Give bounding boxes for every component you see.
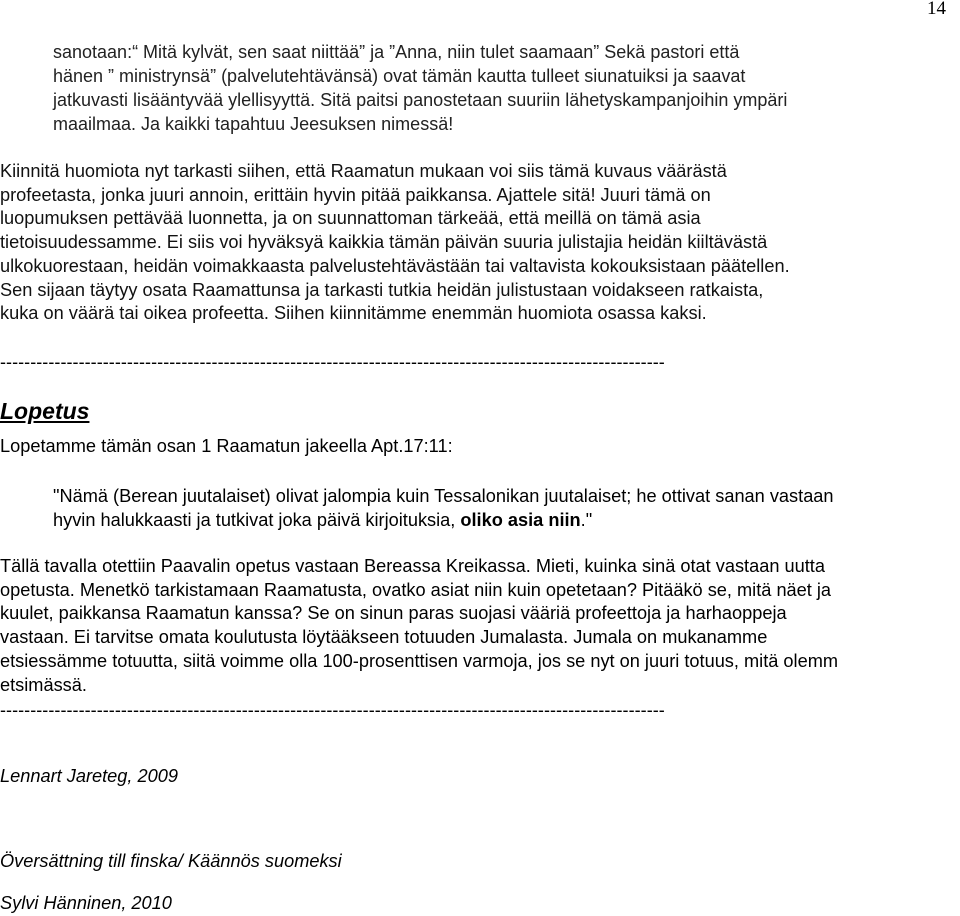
body-paragraph — [0, 160, 960, 326]
text-line: opetusta. Menetkö tarkistamaan Raamatusta, ovatko asiat niin kuin opetetaan? Pitääkö se, mitä näet ja — [0, 579, 832, 600]
text-line: sanotaan:“ Mitä kylvät, sen saat niittää” ja ”Anna, niin tulet saamaan” Sekä pastori että — [53, 42, 740, 62]
text-line: ulkokuorestaan, heidän voimakkaasta palvelustehtävästään tai valtavista kokouksistaan päätellen. — [0, 255, 790, 276]
closing-intro: Lopetamme tämän osan 1 Raamatun jakeella Apt.17:11: — [0, 436, 453, 456]
closing-paragraph — [0, 555, 960, 697]
text-line: profeetasta, jonka juuri annoin, erittäin hyvin pitää paikkansa. Ajattele sitä! Juuri tämä on — [0, 184, 711, 205]
quote-emphasis: oliko asia niin — [460, 510, 581, 530]
text-line: Tällä tavalla otettiin Paavalin opetus vastaan Bereassa Kreikassa. Mieti, kuinka sinä otat vastaan uutta — [0, 556, 825, 576]
intro-paragraph — [53, 40, 943, 136]
text-line: kuka on väärä tai oikea profeetta. Siihen kiinnitämme enemmän huomiota osassa kaksi. — [0, 303, 707, 324]
text-line: etsiessämme totuutta, siitä voimme olla 100-prosenttisen varmoja, jos se nyt on juuri totuus, mitä olemm — [0, 650, 838, 671]
page-number: 14 — [927, 0, 946, 19]
text-line: tietoisuudessamme. Ei siis voi hyväksyä kaikkia tämän päivän suuria julistajia heidän kiiltävästä — [0, 232, 768, 253]
quote-line: "Nämä (Berean juutalaiset) olivat jalompia kuin Tessalonikan juutalaiset; he ottivat sanan vastaan — [53, 486, 834, 506]
text-line: Sen sijaan täytyy osata Raamattunsa ja tarkasti tutkia heidän julistustaan voidakseen ratkaista, — [0, 279, 764, 300]
translation-note: Översättning till finska/ Käännös suomeksi — [0, 851, 342, 871]
text-line: vastaan. Ei tarvitse omata koulutusta löytääkseen totuuden Jumalasta. Jumala on mukanamme — [0, 627, 768, 648]
quote-text: hyvin halukkaasti ja tutkivat joka päivä kirjoituksia, — [53, 510, 461, 530]
text-line: jatkuvasti lisääntyvää ylellisyyttä. Sitä paitsi panostetaan suuriin lähetyskampanjoihin ympäri — [53, 90, 788, 110]
bible-quote — [53, 484, 953, 532]
text-line: maailmaa. Ja kaikki tapahtuu Jeesuksen nimessä! — [53, 114, 454, 134]
text-line: etsimässä. — [0, 674, 87, 695]
quote-end: ." — [580, 510, 593, 530]
section-heading: Lopetus — [0, 398, 90, 424]
text-line: kuulet, paikkansa Raamatun kanssa? Se on sinun paras suojasi vääriä profeettoja ja harhaoppeja — [0, 603, 787, 624]
dashed-divider: -------------------------------------------------------------------------------------------------------------- — [0, 352, 665, 372]
text-line: hänen ” ministrynsä” (palvelutehtävänsä) ovat tämän kautta tulleet siunatuiksi ja saavat — [53, 66, 746, 86]
text-line: Kiinnitä huomiota nyt tarkasti siihen, että Raamatun mukaan voi siis tämä kuvaus väärästä — [0, 161, 727, 181]
quote-line — [53, 508, 953, 532]
translator-signature: Sylvi Hänninen, 2010 — [0, 893, 172, 913]
text-line: luopumuksen pettävää luonnetta, ja on suunnattoman tärkeää, että meillä on tämä asia — [0, 208, 701, 229]
dashed-divider: -------------------------------------------------------------------------------------------------------------- — [0, 700, 665, 720]
author-signature: Lennart Jareteg, 2009 — [0, 766, 178, 786]
